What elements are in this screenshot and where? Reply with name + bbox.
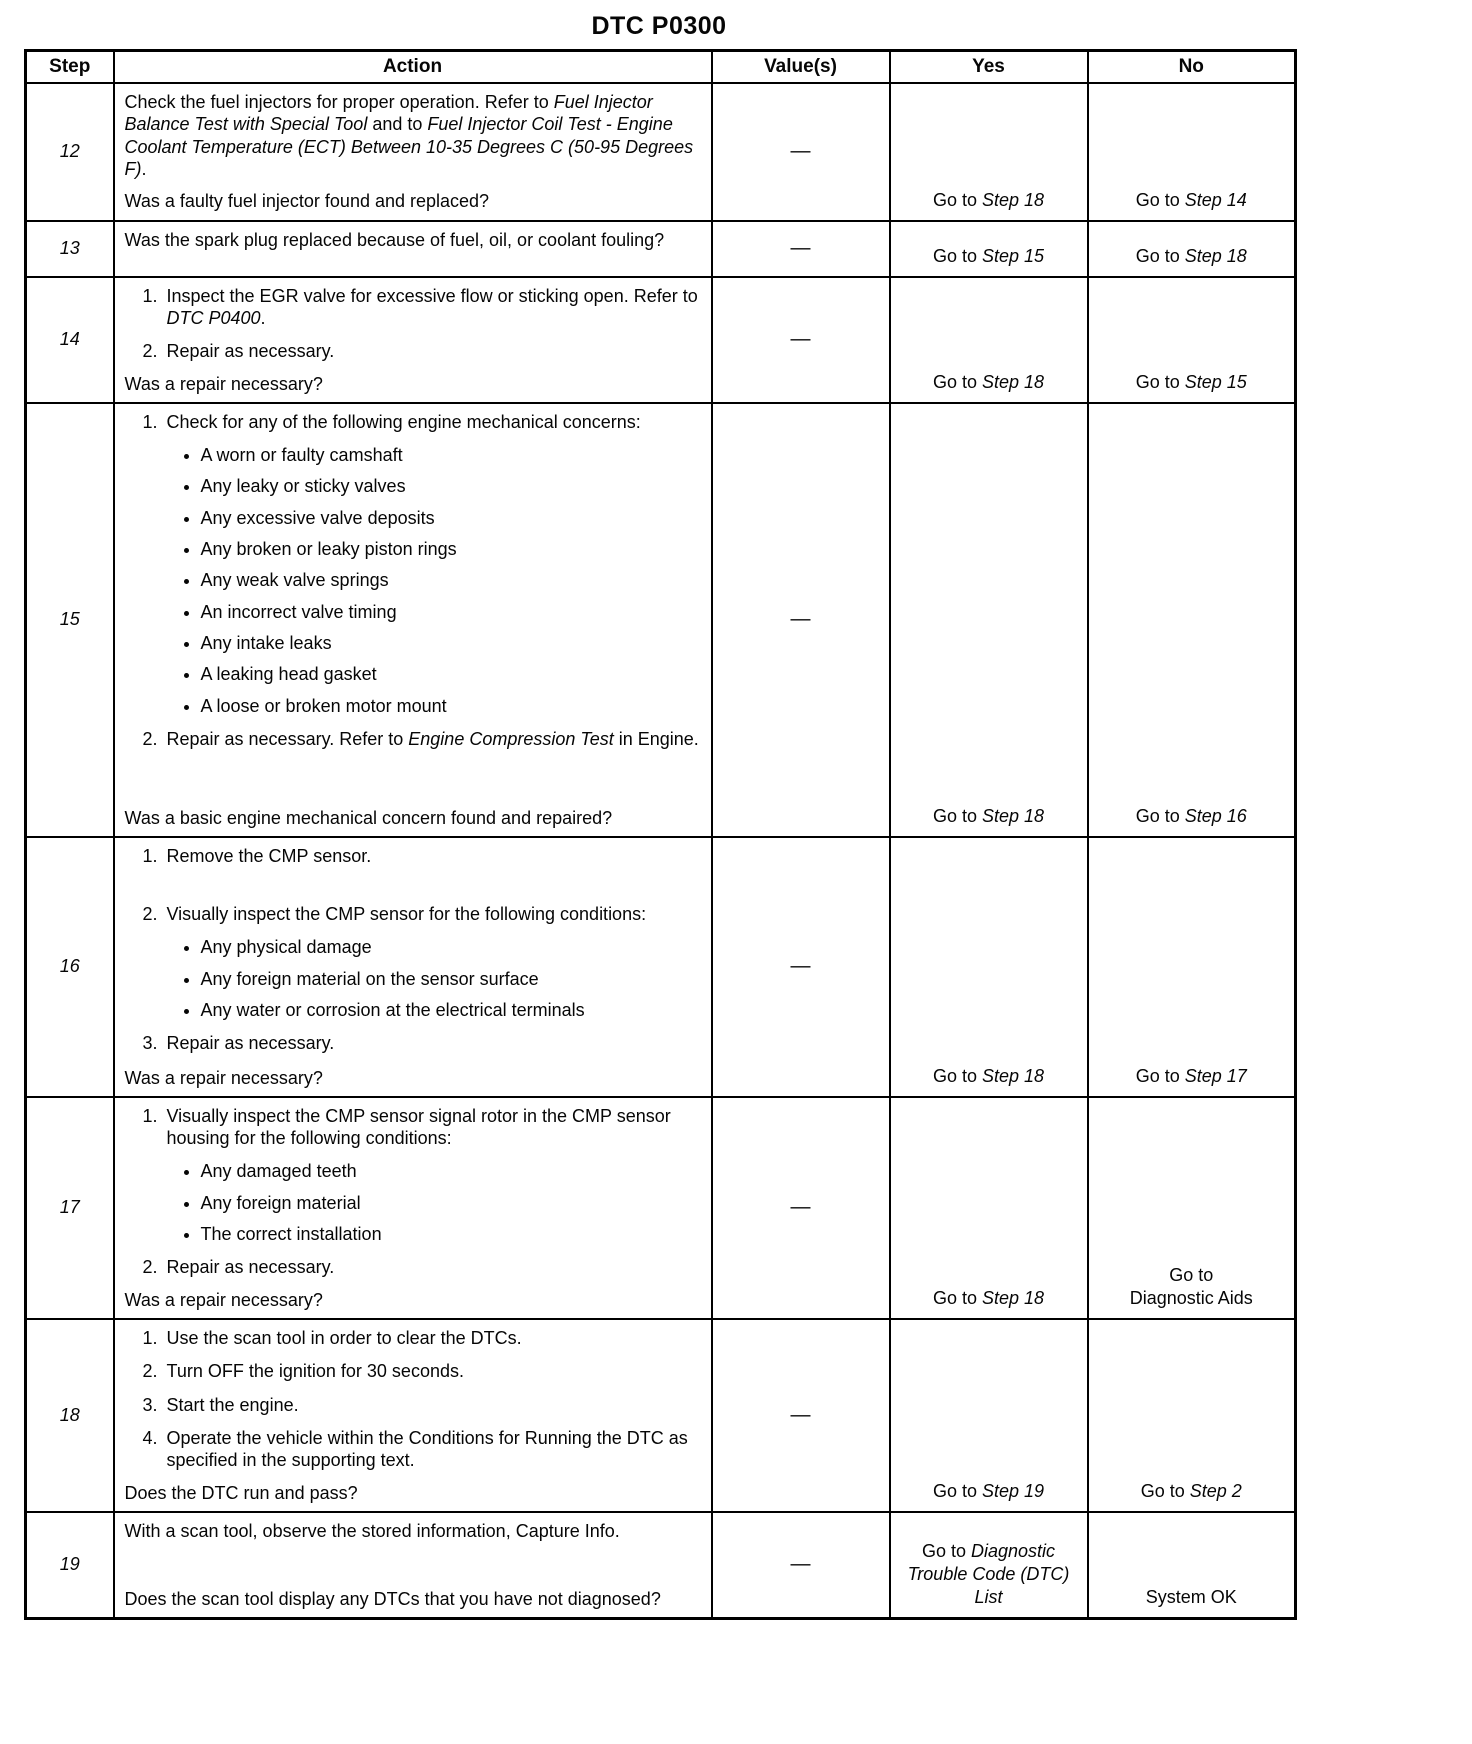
yes-cell [890, 83, 1088, 221]
action-text-segment: and to [367, 114, 428, 135]
step-reference: Step 18 [981, 1065, 1045, 1086]
action-question: Does the scan tool display any DTCs that you have not diagnosed? [124, 1588, 661, 1609]
bullet-item: • A leaking head gasket [201, 663, 701, 685]
step-reference: Step 18 [981, 805, 1045, 826]
step-reference: Step 14 [1184, 189, 1247, 210]
yes-cell [890, 1097, 1088, 1319]
numbered-item: 4. Operate the vehicle within the Conditions for Running the DTC as specified in the supporting text. [163, 1427, 701, 1472]
goto-text: Go to [921, 1540, 971, 1561]
goto-text: Go to [1135, 371, 1185, 392]
action-text-segment: Repair as necessary. Refer to [166, 728, 409, 749]
table-row-step-15 [26, 403, 1296, 837]
step-number: 19 [26, 1512, 114, 1619]
value-cell: — [712, 1319, 890, 1512]
action-text-segment: . [141, 158, 147, 179]
goto-text: Go to [932, 189, 982, 210]
step-number: 15 [26, 403, 114, 837]
bullet-item: • Any damaged teeth [201, 1160, 701, 1182]
value-cell: — [712, 277, 890, 403]
step-number: 13 [26, 221, 114, 277]
bullet-item: • Any water or corrosion at the electrical terminals [201, 999, 701, 1021]
step-reference: Step 2 [1189, 1480, 1242, 1501]
no-cell [1088, 837, 1296, 1097]
action-text-segment: Check the fuel injectors for proper operation. Refer to [124, 92, 554, 112]
numbered-item [163, 411, 701, 717]
action-cell [114, 221, 712, 277]
bullet-item: • Any leaky or sticky valves [201, 475, 701, 497]
diagnostic-aids-reference: Diagnostic Aids [1129, 1287, 1253, 1308]
goto-text: Go to [1135, 245, 1185, 266]
numbered-item: 3. Repair as necessary. [163, 1032, 701, 1054]
no-cell: System OK [1088, 1512, 1296, 1619]
dtc-table [24, 49, 1297, 1620]
bullet-item: • Any foreign material on the sensor surface [201, 968, 701, 990]
bullet-list [167, 936, 701, 1021]
yes-cell [890, 221, 1088, 277]
page-title: DTC P0300 [591, 12, 727, 40]
no-cell [1088, 83, 1296, 221]
action-text-segment: Visually inspect the CMP sensor for the following conditions: [166, 904, 647, 925]
action-text-segment: Visually inspect the CMP sensor signal rotor in the CMP sensor housing for the following conditions: [166, 1105, 671, 1149]
step-number: 12 [26, 83, 114, 221]
step-number: 14 [26, 277, 114, 403]
action-question: Does the DTC run and pass? [124, 1482, 358, 1503]
goto-text: Go to [1135, 805, 1185, 826]
value-cell: — [712, 221, 890, 277]
goto-text: Go to [932, 1287, 982, 1308]
action-text: With a scan tool, observe the stored information, Capture Info. [124, 1520, 620, 1541]
numbered-item: 3. Start the engine. [163, 1394, 701, 1416]
numbered-item: 2. Turn OFF the ignition for 30 seconds. [163, 1360, 701, 1382]
yes-cell [890, 1319, 1088, 1512]
action-cell [114, 1319, 712, 1512]
bullet-item: • Any weak valve springs [201, 569, 701, 591]
table-row-step-14 [26, 277, 1296, 403]
step-reference: Step 18 [981, 1287, 1045, 1308]
action-question: Was a repair necessary? [124, 373, 323, 394]
goto-text: Go to [932, 1480, 982, 1501]
action-cell [114, 837, 712, 1097]
table-row-step-16 [26, 837, 1296, 1097]
step-number: 16 [26, 837, 114, 1097]
action-numbered-list [125, 845, 701, 1055]
reference-italic: Engine Compression Test [408, 728, 614, 749]
action-text-segment: Inspect the EGR valve for excessive flow or sticking open. Refer to [166, 285, 698, 306]
reference-italic: Fuel Injector Balance Test with Special Tool [124, 92, 653, 135]
numbered-item: 1. Use the scan tool in order to clear the DTCs. [163, 1327, 701, 1349]
step-number: 18 [26, 1319, 114, 1512]
action-question: Was a repair necessary? [124, 1067, 323, 1088]
step-reference: Step 15 [1184, 371, 1247, 392]
action-cell [114, 277, 712, 403]
bullet-list [167, 444, 701, 717]
step-reference: Step 19 [981, 1480, 1045, 1501]
value-cell: — [712, 837, 890, 1097]
yes-cell [890, 277, 1088, 403]
bullet-item: • A loose or broken motor mount [201, 695, 701, 717]
col-header-action: Action [114, 51, 712, 84]
action-text-segment: . [260, 307, 266, 328]
action-question: Was the spark plug replaced because of fuel, oil, or coolant fouling? [124, 229, 665, 250]
action-cell [114, 1512, 712, 1619]
numbered-item: 2. Repair as necessary. [163, 340, 701, 362]
col-header-step: Step [26, 51, 114, 84]
yes-cell [890, 403, 1088, 837]
bullet-item: • Any intake leaks [201, 632, 701, 654]
numbered-item: 1. Remove the CMP sensor. [163, 845, 701, 867]
table-row-step-18 [26, 1319, 1296, 1512]
goto-text: Go to [932, 805, 982, 826]
action-question: Was a repair necessary? [124, 1289, 323, 1310]
numbered-item [163, 285, 701, 330]
table-row-step-12 [26, 83, 1296, 221]
step-number: 17 [26, 1097, 114, 1319]
bullet-list [167, 1160, 701, 1245]
col-header-yes: Yes [890, 51, 1088, 84]
bullet-item: • Any broken or leaky piston rings [201, 538, 701, 560]
bullet-item: • Any foreign material [201, 1192, 701, 1214]
step-reference: Step 18 [981, 371, 1045, 392]
action-text-segment: in Engine. [613, 728, 699, 749]
action-numbered-list [125, 411, 701, 750]
action-cell [114, 403, 712, 837]
goto-text: Go to [932, 1065, 982, 1086]
numbered-item [163, 1105, 701, 1246]
value-cell: — [712, 1097, 890, 1319]
bullet-item: • Any physical damage [201, 936, 701, 958]
table-row-step-13 [26, 221, 1296, 277]
col-header-values: Value(s) [712, 51, 890, 84]
action-question: Was a faulty fuel injector found and replaced? [124, 191, 490, 212]
numbered-item: 2. Repair as necessary. [163, 1256, 701, 1278]
reference-italic: Fuel Injector Coil Test - Engine Coolant Temperature (ECT) Between 10-35 Degrees C (50-95 Degrees F) [124, 114, 694, 179]
yes-cell [890, 837, 1088, 1097]
goto-text: Go to [1135, 1065, 1185, 1086]
goto-text: Go to [1135, 189, 1185, 210]
action-cell [114, 1097, 712, 1319]
action-numbered-list [125, 1105, 701, 1279]
table-row-step-17 [26, 1097, 1296, 1319]
action-numbered-list [125, 285, 701, 363]
dtc-list-reference: Diagnostic Trouble Code (DTC) List [907, 1540, 1070, 1607]
no-cell [1088, 1097, 1296, 1319]
reference-italic: DTC P0400 [166, 307, 261, 328]
table-row-step-19 [26, 1512, 1296, 1619]
header-row [26, 51, 1296, 84]
bullet-item: • A worn or faulty camshaft [201, 444, 701, 466]
numbered-item [163, 903, 701, 1021]
action-cell [114, 83, 712, 221]
goto-text: Go to [932, 245, 982, 266]
yes-cell [890, 1512, 1088, 1619]
no-cell [1088, 1319, 1296, 1512]
action-text [125, 91, 701, 180]
goto-text: Go to [932, 371, 982, 392]
step-reference: Step 18 [981, 189, 1045, 210]
step-reference: Step 15 [981, 245, 1045, 266]
numbered-item [163, 728, 701, 750]
step-reference: Step 18 [1184, 245, 1247, 266]
goto-text: Go to [1140, 1480, 1190, 1501]
value-cell: — [712, 1512, 890, 1619]
bullet-item: • Any excessive valve deposits [201, 507, 701, 529]
col-header-no: No [1088, 51, 1296, 84]
no-cell [1088, 403, 1296, 837]
bullet-item: • An incorrect valve timing [201, 601, 701, 623]
action-text-segment: Check for any of the following engine mechanical concerns: [166, 411, 641, 432]
goto-text: Go to [1169, 1264, 1214, 1285]
no-cell [1088, 221, 1296, 277]
bullet-item: • The correct installation [201, 1223, 701, 1245]
step-reference: Step 17 [1184, 1065, 1247, 1086]
no-cell [1088, 277, 1296, 403]
step-reference: Step 16 [1184, 805, 1247, 826]
value-cell: — [712, 83, 890, 221]
action-numbered-list [125, 1327, 701, 1472]
action-question: Was a basic engine mechanical concern found and repaired? [124, 807, 613, 828]
value-cell: — [712, 403, 890, 837]
